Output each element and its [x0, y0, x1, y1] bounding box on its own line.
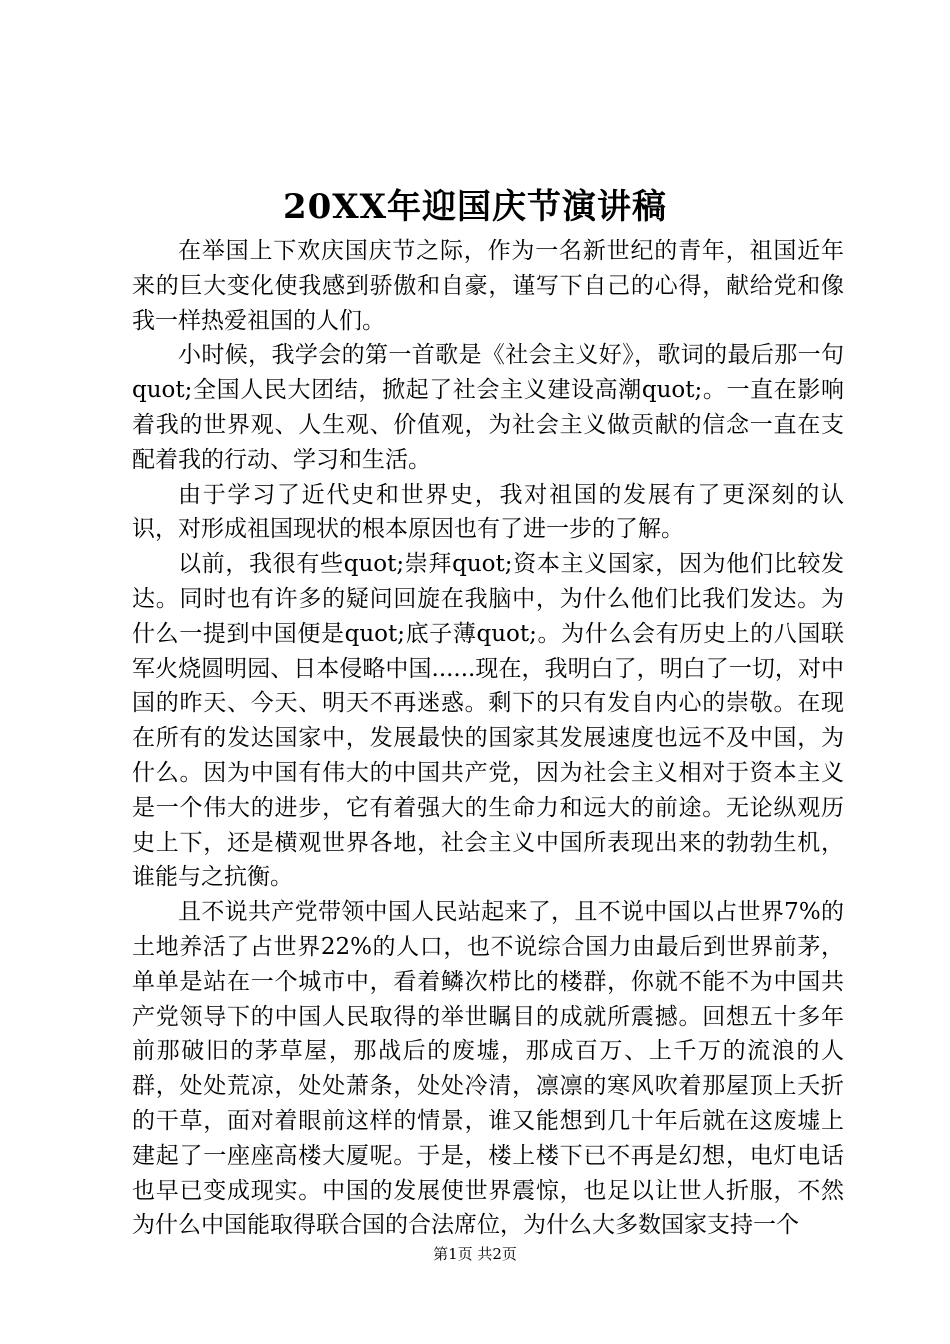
document-body	[132, 234, 844, 1243]
page-number-footer: 第1页 共2页	[433, 1245, 517, 1263]
paragraph-3: 由于学习了近代史和世界史，我对祖国的发展有了更深刻的认识，对形成祖国现状的根本原因也有了进一步的了解。	[132, 481, 844, 543]
paragraph-1: 在举国上下欢庆国庆节之际，作为一名新世纪的青年，祖国近年来的巨大变化使我感到骄傲和自豪，谨写下自己的心得，献给党和像我一样热爱祖国的人们。	[132, 238, 844, 334]
paragraph-5: 且不说共产党带领中国人民站起来了，且不说中国以占世界7%的土地养活了占世界22%的人口，也不说综合国力由最后到世界前茅，单单是站在一个城市中，看着鳞次栉比的楼群，你就不能不为中国共产党领导下的中国人民取得的举世瞩目的成就所震撼。回想五十多年前那破旧的茅草屋，那战后的废墟，那成百万、上千万的流浪的人群，处处荒凉，处处萧条，处处冷清，凛凛的寒风吹着那屋顶上夭折的干草，面对着眼前这样的情景，谁又能想到几十年后就在这废墟上建起了一座座高楼大厦呢。于是，楼上楼下已不再是幻想，电灯电话也早已变成现实。中国的发展使世界震惊，也足以让世人折服，不然为什么中国能取得联合国的合法席位，为什么大多数国家支持一个	[132, 899, 844, 1239]
document-title: 20XX年迎国庆节演讲稿	[282, 187, 668, 227]
paragraph-4: 以前，我很有些quot;崇拜quot;资本主义国家，因为他们比较发达。同时也有许多的疑问回旋在我脑中，为什么他们比我们发达。为什么一提到中国便是quot;底子薄quot;。为什么会有历史上的八国联军火烧圆明园、日本侵略中国......现在，我明白了，明白了一切，对中国的昨天、今天、明天不再迷惑。剩下的只有发自内心的崇敬。在现在所有的发达国家中，发展最快的国家其发展速度也远不及中国，为什么。因为中国有伟大的中国共产党，因为社会主义相对于资本主义是一个伟大的进步，它有着强大的生命力和远大的前途。无论纵观历史上下，还是横观世界各地，社会主义中国所表现出来的勃勃生机，谁能与之抗衡。	[132, 551, 844, 891]
paragraph-2: 小时候，我学会的第一首歌是《社会主义好》，歌词的最后那一句quot;全国人民大团结，掀起了社会主义建设高潮quot;。一直在影响着我的世界观、人生观、价值观，为社会主义做贡献的信念一直在支配着我的行动、学习和生活。	[132, 342, 844, 473]
